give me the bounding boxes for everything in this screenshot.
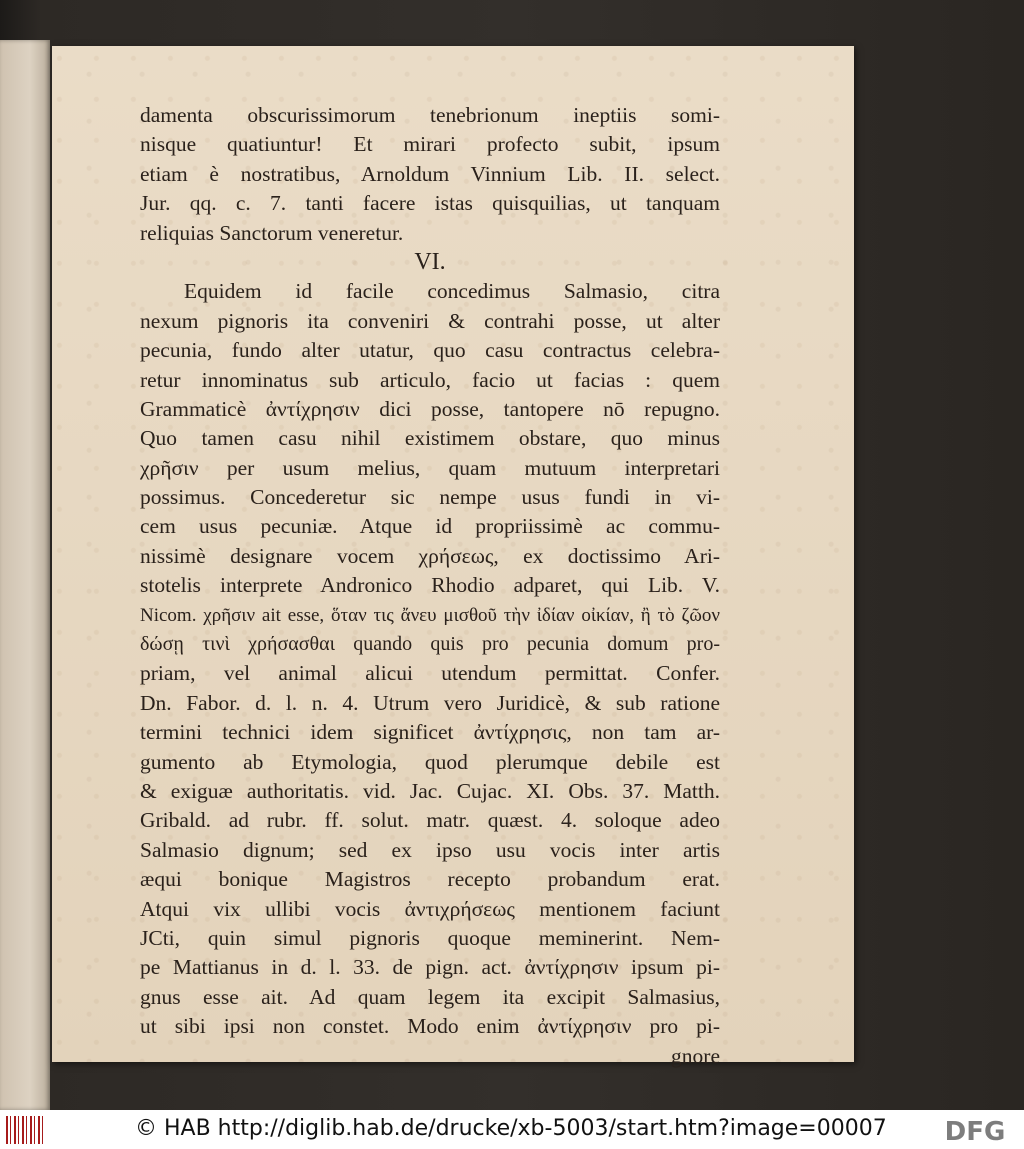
paragraph-line: retur innominatus sub articulo, facio ut facias : quem [140,367,720,392]
paragraph-line: Equidem id facile concedimus Salmasio, citra [184,279,720,304]
dfg-logo [932,1116,1018,1144]
paragraph-line: Atqui vix ullibi vocis ἀντιχρήσεως mentionem faciunt [140,896,720,921]
copyright-url[interactable]: © HAB http://diglib.hab.de/drucke/xb-5003/start.htm?image=00007 [135,1116,887,1141]
catchword: gnore [671,1043,720,1068]
paragraph-line: stotelis interprete Andronico Rhodio adparet, qui Lib. V. [140,573,720,598]
paragraph-line: pe Mattianus in d. l. 33. de pign. act. ἀντίχρησιν ipsum pi- [140,955,720,980]
paragraph-line: Salmasio dignum; sed ex ipso usu vocis inter artis [140,837,720,862]
paragraph-line: æqui bonique Magistros recepto probandum erat. [140,867,720,892]
previous-page-edge [0,40,50,1110]
paragraph-line: Dn. Fabor. d. l. n. 4. Utrum vero Juridicè, & sub ratione [140,690,720,715]
book-page [52,46,854,1068]
paragraph-line: pecunia, fundo alter utatur, quo casu contractus celebra- [140,338,720,363]
paragraph-line: nissimè designare vocem χρήσεως, ex doctissimo Ari- [140,543,720,568]
text-line: reliquias Sanctorum veneretur. [140,220,404,245]
paragraph-line: nexum pignoris ita conveniri & contrahi posse, ut alter [140,308,720,333]
text-line: damenta obscurissimorum tenebrionum ineptiis somi- [140,103,720,127]
text-line: nisque quatiuntur! Et mirari profecto subit, ipsum [140,132,720,157]
text-line: Jur. qq. c. 7. tanti facere istas quisquilias, ut tanquam [140,191,720,216]
hab-barcode-icon [6,1116,46,1144]
paragraph-line: gnus esse ait. Ad quam legem ita excipit Salmasius, [140,984,720,1009]
footer-bar [0,1110,1024,1149]
paragraph-line: χρῆσιν per usum melius, quam mutuum interpretari [140,455,720,480]
page-text [140,101,720,1071]
paragraph-line: priam, vel animal alicui utendum permittat. Confer. [140,661,720,686]
dfg-logo-text: DFG [944,1117,1006,1144]
paragraph-line: JCti, quin simul pignoris quoque meminerint. Nem- [140,925,720,950]
paragraph-line: cem usus pecuniæ. Atque id propriissimè ac commu- [140,514,720,539]
paragraph-line: gumento ab Etymologia, quod plerumque debile est [140,749,720,774]
paragraph-line: & exiguæ authoritatis. vid. Jac. Cujac. XI. Obs. 37. Matth. [140,778,720,803]
paragraph-line: termini technici idem significet ἀντίχρησις, non tam ar- [140,720,720,745]
text-line: etiam è nostratibus, Arnoldum Vinnium Lib. II. select. [140,161,720,186]
paragraph-line: Gribald. ad rubr. ff. solut. matr. quæst. 4. soloque adeo [140,808,720,833]
paragraph-line: Grammaticè ἀντίχρησιν dici posse, tantopere nō repugno. [140,396,720,421]
paragraph-line: Nicom. χρῆσιν ait esse, ὅταν τις ἄνευ μισθοῦ τὴν ἰδίαν οἰκίαν, ἢ τὸ ζῶον [140,604,720,626]
paragraph-line: Quo tamen casu nihil existimem obstare, quo minus [140,426,720,451]
paragraph-line: δώσῃ τινὶ χρήσασθαι quando quis pro pecunia domum pro- [140,633,720,656]
paragraph-line: possimus. Concederetur sic nempe usus fundi in vi- [140,485,720,510]
paragraph-line: ut sibi ipsi non constet. Modo enim ἀντίχρησιν pro pi- [140,1014,720,1039]
section-heading: VI. [414,248,446,275]
